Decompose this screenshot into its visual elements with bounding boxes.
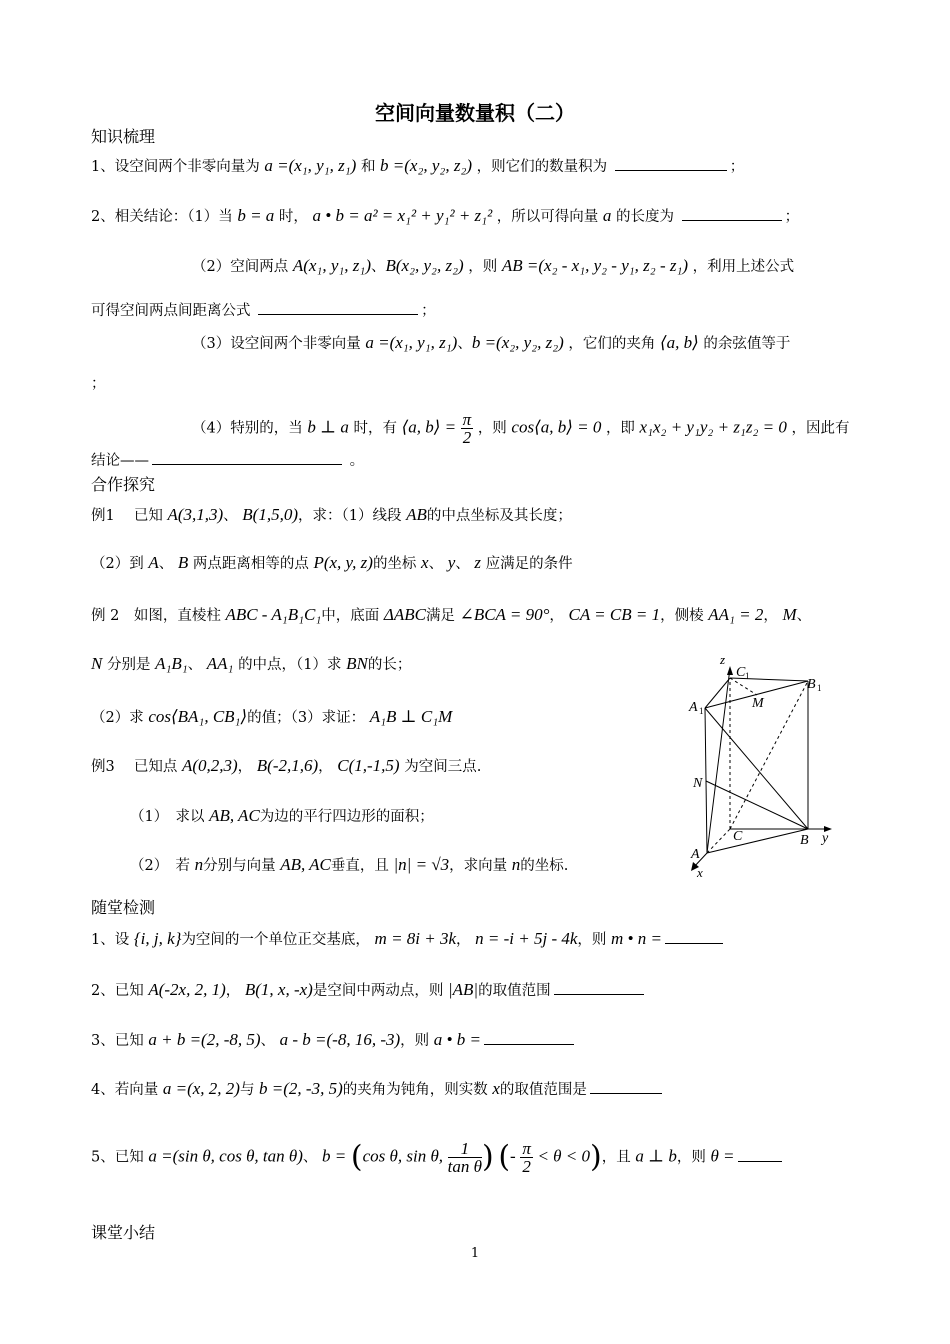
text: （2）空间两点 — [192, 259, 289, 275]
math: M — [782, 605, 797, 624]
math: a =(sin θ, cos θ, tan θ) — [148, 1146, 303, 1166]
text: 满足 — [425, 608, 455, 624]
math: BN — [346, 654, 368, 673]
section-knowledge: 知识梳理 — [91, 127, 156, 146]
text: 1、设空间两个非零向量为 — [91, 159, 260, 175]
text: ； — [421, 303, 436, 319]
math: A(-2x, 2, 1) — [148, 980, 226, 999]
text: ， — [549, 608, 564, 624]
text: 与 — [239, 1082, 255, 1098]
math: x — [421, 553, 429, 572]
seg-b-n — [706, 781, 808, 829]
math: a =(x, 2, 2) — [162, 1079, 240, 1098]
text: ，则 — [468, 259, 498, 275]
text: ，所以可得向量 — [496, 209, 599, 225]
math: B — [177, 553, 189, 572]
math: a =(x₁, y₁, z₁) — [264, 156, 357, 175]
knowledge-line-2 — [91, 206, 799, 227]
text: ，则它们的数量积为 — [476, 159, 608, 175]
text: ，则 — [400, 1033, 430, 1049]
text: 、 — [158, 556, 174, 572]
math: B(1,5,0) — [242, 505, 298, 524]
page-number: 1 — [470, 1246, 480, 1261]
text: （2） 若 — [130, 858, 190, 874]
example-3-line-1 — [91, 756, 481, 777]
text: 、 — [260, 1033, 276, 1049]
text: ，利用上述公式 — [692, 259, 795, 275]
z-axis-arrow — [727, 666, 733, 675]
answer-blank[interactable] — [152, 450, 342, 465]
text: 的取值范围 — [478, 983, 551, 999]
label-y: y — [822, 831, 829, 846]
paren-close: ) — [481, 1139, 494, 1175]
label-b1: B — [807, 677, 816, 692]
section-check: 随堂检测 — [91, 898, 156, 917]
text: 为空间的一个单位正交基底， — [181, 932, 370, 948]
text: ，求：（1）线段 — [298, 508, 402, 524]
answer-blank[interactable] — [484, 1030, 574, 1045]
diag-c-b1 — [730, 681, 808, 829]
text: ； — [784, 209, 800, 225]
text: （4）特别的，当 — [192, 420, 303, 437]
math: z — [474, 553, 481, 572]
text: 、 — [428, 556, 444, 572]
math: |n| = √3 — [393, 855, 450, 874]
label-c1: C — [736, 665, 746, 680]
text: 1、设 — [91, 932, 130, 948]
edge-a-a1 — [705, 708, 707, 853]
text: 分别是 — [106, 657, 151, 673]
math: b = a — [237, 206, 275, 225]
z-axis — [707, 668, 730, 853]
text: 可得空间两点间距离公式 — [91, 303, 251, 319]
math: AA₁ = 2 — [708, 605, 764, 624]
label-a: A — [691, 847, 700, 862]
section-explore: 合作探究 — [91, 475, 156, 494]
math: B(-2,1,6) — [256, 756, 319, 775]
label-b: B — [800, 833, 809, 848]
text: 的取值范围是 — [499, 1082, 587, 1098]
check-5 — [91, 1140, 785, 1175]
math: b = — [322, 1146, 347, 1166]
label-a1: A — [689, 700, 698, 715]
text: ，它们的夹角 — [568, 336, 656, 352]
answer-blank[interactable] — [554, 980, 644, 995]
text: 的长； — [367, 657, 412, 673]
text: ，则 — [676, 1149, 706, 1166]
example-1-line-1 — [91, 505, 572, 526]
denominator: 2 — [522, 1157, 531, 1176]
text: ，即 — [605, 420, 635, 437]
text: 是空间中两动点，则 — [312, 983, 444, 999]
text: （1） 求以 — [130, 809, 205, 825]
math: θ = — [710, 1146, 735, 1166]
math: |AB| — [447, 980, 479, 999]
numerator: π — [462, 410, 472, 429]
math: P(x, y, z) — [313, 553, 373, 572]
math: AB =(x₂ - x₁, y₂ - y₁, z₂ - z₁) — [501, 256, 689, 275]
math: A(3,1,3) — [167, 505, 224, 524]
section-summary: 课堂小结 — [91, 1223, 156, 1242]
text: 结论—— — [91, 453, 149, 469]
math: b =(x₂, y₂, z₂) — [471, 333, 564, 352]
knowledge-line-3 — [192, 256, 794, 277]
page-title: 空间向量数量积（二） — [375, 101, 575, 125]
text: 例3 已知点 — [91, 759, 178, 775]
knowledge-line-4 — [91, 300, 436, 321]
example-2-line-2 — [91, 654, 411, 675]
label-m: M — [752, 696, 764, 711]
math: m = 8i + 3k — [374, 929, 457, 948]
text: 的夹角为钝角，则实数 — [342, 1082, 488, 1098]
math: y — [447, 553, 456, 572]
text: 和 — [360, 159, 376, 175]
label-z: z — [720, 652, 726, 667]
math: x — [492, 1079, 500, 1098]
answer-blank[interactable] — [590, 1079, 662, 1094]
text: ， — [225, 983, 241, 999]
fraction-one-over-tan — [448, 1140, 482, 1175]
label-c1-sub: 1 — [745, 671, 750, 681]
label-c: C — [733, 829, 743, 844]
text: ，求向量 — [449, 858, 508, 874]
math: a ⊥ b — [635, 1146, 677, 1166]
text: 、 — [455, 556, 470, 572]
text: 3、已知 — [91, 1033, 144, 1049]
answer-blank[interactable] — [665, 929, 723, 944]
text: ， — [456, 932, 471, 948]
check-1 — [91, 929, 726, 950]
text: 为边的平行四边形的面积； — [259, 809, 434, 825]
math: AB, AC — [280, 855, 331, 874]
math: ΔABC — [383, 605, 426, 624]
text: 、 — [187, 657, 203, 673]
label-b1-sub: 1 — [817, 683, 822, 693]
text: 、 — [457, 336, 472, 352]
example-2-line-3 — [91, 707, 452, 728]
text: 2、相关结论：（1）当 — [91, 209, 233, 225]
math: a • b = a² = x₁² + y₁² + z₁² — [312, 206, 493, 225]
math: AB — [406, 505, 427, 524]
math: A(0,2,3) — [181, 756, 238, 775]
seg-c1-m — [730, 678, 757, 695]
denominator: tan θ — [447, 1157, 482, 1176]
math: cos θ, sin θ, — [362, 1146, 444, 1166]
math: n = -i + 5j - 4k — [475, 929, 578, 948]
knowledge-line-6: ； — [91, 376, 106, 392]
label-n: N — [693, 776, 703, 791]
answer-blank[interactable] — [738, 1147, 782, 1162]
math: b =(2, -3, 5) — [259, 1079, 343, 1098]
example-3-line-2 — [130, 806, 434, 827]
text: （2）求 — [91, 710, 144, 726]
math: A₁B₁ — [155, 654, 188, 673]
text: 。 — [349, 453, 365, 469]
edge-a1-c1 — [705, 678, 730, 708]
math: < θ < 0 — [537, 1146, 590, 1166]
math: b ⊥ a — [307, 417, 349, 437]
math: a - b =(-8, 16, -3) — [279, 1030, 401, 1049]
text: 、 — [371, 259, 386, 275]
math: ABC - A₁B₁C₁ — [225, 605, 322, 624]
math: C(1,-1,5) — [337, 756, 400, 775]
math: n — [511, 855, 521, 874]
answer-blank[interactable] — [682, 206, 782, 221]
check-2 — [91, 980, 647, 1001]
text: 中，底面 — [321, 608, 380, 624]
math: a + b =(2, -8, 5) — [148, 1030, 261, 1049]
edge-a-c — [707, 829, 730, 853]
math: AB, AC — [209, 806, 260, 825]
math: a • b = — [433, 1030, 481, 1049]
text: 4、若向量 — [91, 1082, 159, 1098]
text: 5、已知 — [91, 1149, 144, 1166]
math: ∠BCA = 90° — [459, 605, 550, 624]
knowledge-line-8 — [91, 450, 364, 471]
paren-open: ( — [498, 1139, 511, 1175]
math: b =(x₂, y₂, z₂) — [380, 156, 473, 175]
denominator: 2 — [462, 428, 472, 447]
label-x: x — [697, 865, 703, 880]
math: a — [602, 206, 612, 225]
knowledge-line-5 — [192, 333, 790, 354]
text: ，则 — [477, 420, 507, 437]
check-3 — [91, 1030, 577, 1051]
answer-blank[interactable] — [615, 156, 727, 171]
text: 、 — [796, 608, 812, 624]
math: B(1, x, -x) — [244, 980, 313, 999]
math: A — [148, 553, 159, 572]
example-1-line-2 — [91, 553, 573, 574]
check-4 — [91, 1079, 665, 1100]
math: cos⟨BA₁, CB₁⟩ — [148, 707, 248, 726]
paren-close: ) — [590, 1139, 602, 1175]
math: ⟨a, b⟩ = — [401, 417, 457, 437]
math: B(x₂, y₂, z₂) — [385, 256, 464, 275]
text: （2）到 — [91, 556, 144, 572]
label-a1-sub: 1 — [699, 706, 704, 716]
text: 例 2 如图，直棱柱 — [91, 608, 221, 624]
math: ⟨a, b⟩ — [660, 333, 699, 352]
diag-a1-b — [705, 708, 808, 829]
answer-blank[interactable] — [258, 300, 418, 315]
text: ， — [763, 608, 778, 624]
knowledge-line-1 — [91, 156, 744, 177]
math: cos⟨a, b⟩ = 0 — [511, 417, 602, 437]
fraction-pi-over-2 — [520, 1140, 533, 1175]
text: 、 — [223, 508, 238, 524]
text: 的坐标 — [372, 556, 417, 572]
text: 、 — [302, 1149, 318, 1166]
text: 时，有 — [353, 420, 397, 437]
math: n — [194, 855, 204, 874]
math: A₁B ⊥ C₁M — [369, 707, 453, 726]
fraction-pi-over-2 — [461, 411, 474, 446]
text: 分别与向量 — [203, 858, 276, 874]
math: x₁x₂ + y₁y₂ + z₁z₂ = 0 — [639, 417, 787, 437]
numerator: 1 — [448, 1140, 482, 1158]
text: 两点距离相等的点 — [192, 556, 309, 572]
example-2-line-1 — [91, 605, 811, 626]
math: A(x₁, y₁, z₁) — [292, 256, 371, 275]
text: ，则 — [577, 932, 607, 948]
example-3-line-3 — [130, 855, 568, 876]
edge-a-b — [707, 829, 808, 853]
text: ，侧棱 — [660, 608, 704, 624]
text: 为空间三点. — [404, 759, 482, 775]
math: N — [91, 654, 103, 673]
text: 的坐标. — [520, 858, 569, 874]
text: 垂直，且 — [330, 858, 389, 874]
math: m • n = — [611, 929, 662, 948]
text: ， — [318, 759, 333, 775]
knowledge-line-7 — [192, 411, 849, 446]
text: 的值；（3）求证： — [247, 710, 366, 726]
text: 应满足的条件 — [485, 556, 573, 572]
math: {i, j, k} — [133, 929, 182, 948]
text: ； — [729, 159, 745, 175]
math: - — [510, 1146, 516, 1166]
text: 的长度为 — [616, 209, 675, 225]
text: 的余弦值等于 — [703, 336, 791, 352]
prism-figure — [680, 648, 840, 884]
text: 时， — [278, 209, 308, 225]
text: ，且 — [601, 1149, 631, 1166]
numerator: π — [522, 1139, 531, 1158]
text: ，因此有 — [791, 420, 850, 437]
text: ， — [237, 759, 253, 775]
text: 的中点，（1）求 — [238, 657, 342, 673]
text: 2、已知 — [91, 983, 144, 999]
text: 的中点坐标及其长度； — [426, 508, 572, 524]
math: AA₁ — [206, 654, 234, 673]
text: 例1 已知 — [91, 508, 163, 524]
text: （3）设空间两个非零向量 — [192, 336, 361, 352]
paren-open: ( — [350, 1139, 363, 1175]
math: a =(x₁, y₁, z₁) — [365, 333, 458, 352]
math: CA = CB = 1 — [568, 605, 661, 624]
